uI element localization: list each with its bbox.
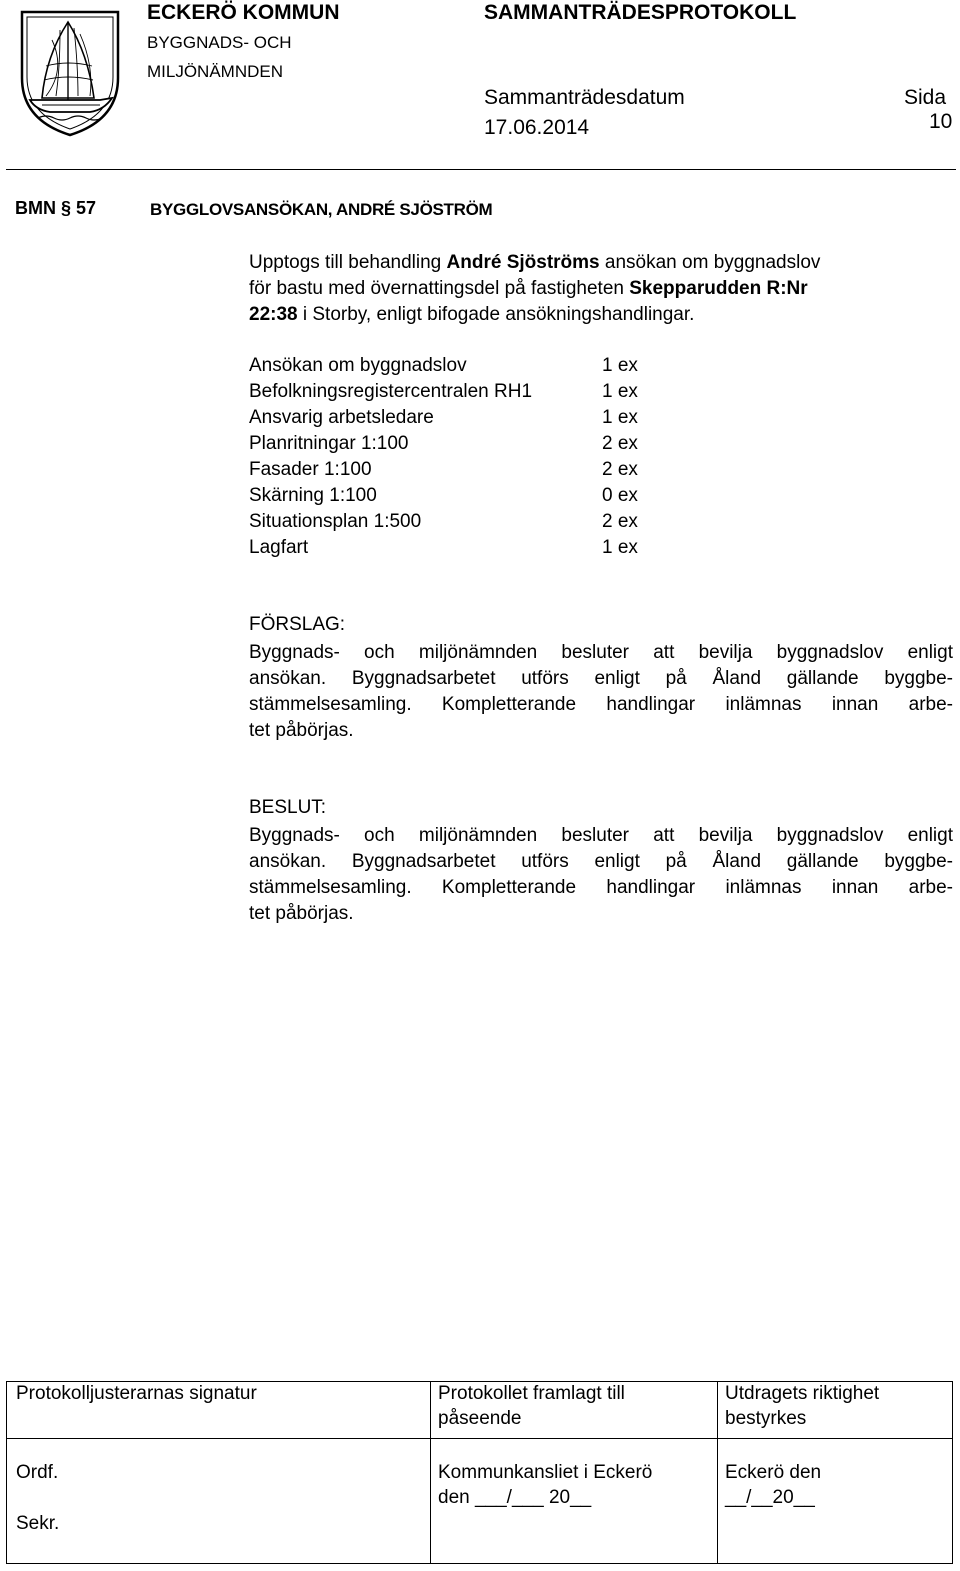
intro-line-2: [249, 276, 959, 302]
extract-place: Eckerö den: [725, 1462, 822, 1483]
paragraph-number: BMN § 57: [15, 198, 97, 218]
document-copy-count: 1 ex: [602, 381, 638, 402]
document-list-item: [249, 509, 669, 535]
page-number: 10: [929, 110, 953, 133]
paragraph-title: BYGGLOVSANSÖKAN, ANDRÉ SJÖSTRÖM: [150, 200, 493, 219]
document-list-item: [249, 353, 669, 379]
decision-line: stämmelsesamling. Kompletterande handlingar inlämnas innan arbe-: [249, 877, 953, 898]
property-number: 22:38: [249, 304, 298, 325]
proposal-line: tet påbörjas.: [249, 720, 354, 741]
proposal-line: ansökan. Byggnadsarbetet utförs enligt på Åland gällande byggbe-: [249, 668, 953, 689]
signature-header: Protokolljusterarnas signatur: [16, 1383, 257, 1404]
meeting-date: 17.06.2014: [484, 116, 590, 139]
document-name: Ansvarig arbetsledare: [249, 407, 434, 428]
document-copy-count: 0 ex: [602, 485, 638, 506]
proposal-line: Byggnads- och miljönämnden besluter att bevilja byggnadslov enligt: [249, 642, 953, 663]
signature-column: [7, 1382, 431, 1563]
document-copy-count: 2 ex: [602, 459, 638, 480]
signature-table: [6, 1381, 953, 1564]
intro-line-3: [249, 302, 959, 328]
document-list-item: [249, 431, 669, 457]
document-name: Situationsplan 1:500: [249, 511, 422, 532]
extract-header-line2: bestyrkes: [725, 1408, 807, 1429]
protocol-title: SAMMANTRÄDESPROTOKOLL: [484, 1, 797, 24]
document-name: Befolkningsregistercentralen RH1: [249, 381, 533, 402]
posting-header-line2: påseende: [438, 1408, 522, 1429]
decision-line: tet påbörjas.: [249, 903, 354, 924]
intro-text: i Storby, enligt bifogade ansökningshandlingar.: [297, 304, 695, 325]
document-copy-count: 1 ex: [602, 407, 638, 428]
document-list-item: [249, 457, 669, 483]
applicant-name: André Sjöströms: [446, 252, 600, 273]
posting-place: Kommunkansliet i Eckerö: [438, 1462, 653, 1483]
document-name: Planritningar 1:100: [249, 433, 409, 454]
posting-header-line1: Protokollet framlagt till: [438, 1383, 625, 1404]
board-name-line2: MILJÖNÄMNDEN: [147, 62, 284, 81]
meeting-date-label: Sammanträdesdatum: [484, 86, 685, 109]
intro-text: ansökan om byggnadslov: [599, 252, 821, 273]
decision-label: BESLUT:: [249, 797, 327, 818]
posting-date-blank: den ___/___ 20__: [438, 1487, 592, 1508]
extract-header-line1: Utdragets riktighet: [725, 1383, 880, 1404]
document-copy-count: 1 ex: [602, 537, 638, 558]
document-list-item: [249, 483, 669, 509]
municipality-name: ECKERÖ KOMMUN: [147, 1, 340, 24]
intro-text: för bastu med övernattingsdel på fastigheten: [249, 278, 630, 299]
document-name: Lagfart: [249, 537, 309, 558]
municipality-coat-of-arms-logo: [16, 8, 124, 138]
intro-line-1: [249, 250, 959, 276]
document-list: [249, 353, 669, 561]
document-name: Ansökan om byggnadslov: [249, 355, 467, 376]
chair-signature-label: Ordf.: [16, 1462, 59, 1483]
decision-line: Byggnads- och miljönämnden besluter att bevilja byggnadslov enligt: [249, 825, 953, 846]
extract-date-blank: __/__20__: [725, 1487, 815, 1508]
decision-line: ansökan. Byggnadsarbetet utförs enligt på Åland gällande byggbe-: [249, 851, 953, 872]
property-name: Skepparudden R:Nr: [629, 278, 808, 299]
header-divider: [6, 169, 956, 170]
secretary-signature-label: Sekr.: [16, 1513, 60, 1534]
page-label: Sida: [904, 86, 947, 109]
document-copy-count: 1 ex: [602, 355, 638, 376]
proposal-label: FÖRSLAG:: [249, 614, 346, 635]
proposal-line: stämmelsesamling. Kompletterande handlingar inlämnas innan arbe-: [249, 694, 953, 715]
document-list-item: [249, 379, 669, 405]
board-name-line1: BYGGNADS- OCH: [147, 33, 292, 52]
document-name: Fasader 1:100: [249, 459, 372, 480]
document-list-item: [249, 405, 669, 431]
document-copy-count: 2 ex: [602, 511, 638, 532]
document-name: Skärning 1:100: [249, 485, 377, 506]
document-list-item: [249, 535, 669, 561]
footer-divider: [7, 1438, 952, 1439]
intro-text: Upptogs till behandling: [249, 252, 447, 273]
document-copy-count: 2 ex: [602, 433, 638, 454]
